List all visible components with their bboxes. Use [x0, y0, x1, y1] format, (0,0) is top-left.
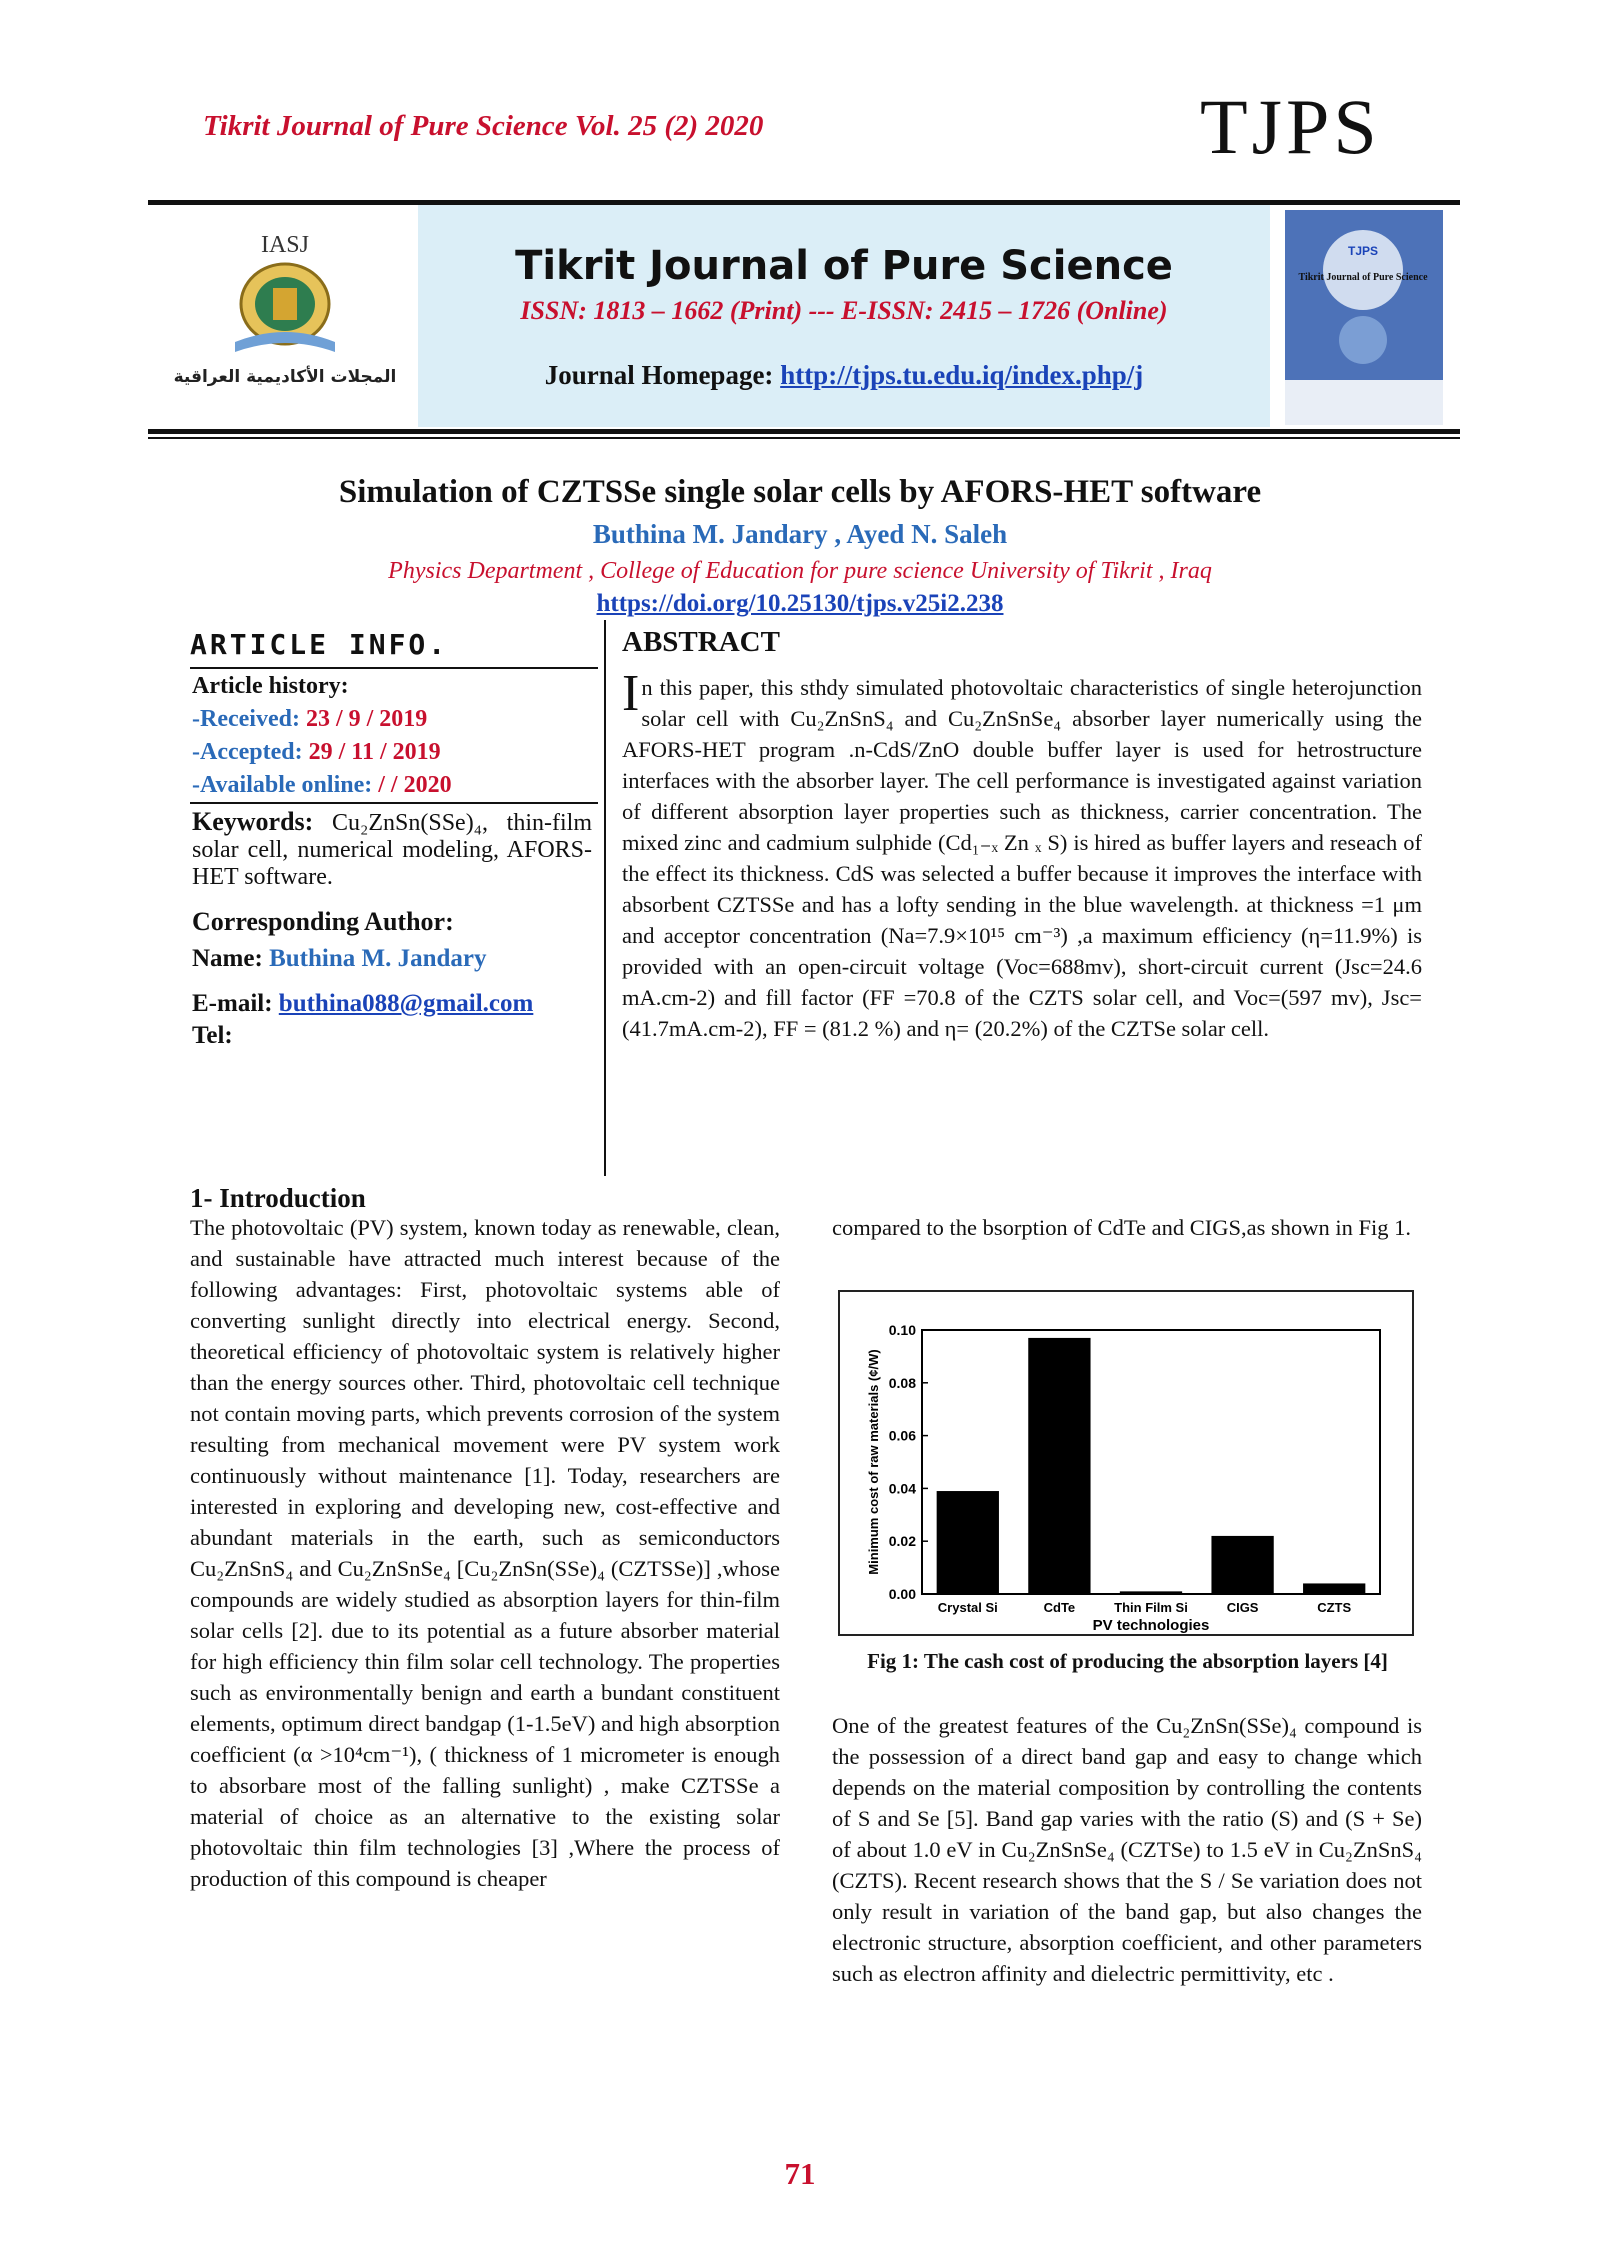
keywords-text: Cu₂ZnSn(SSe)₄, thin-film solar cell, numerical modeling, AFORS-HET software.: [192, 810, 593, 890]
available-date: / / 2020: [378, 772, 452, 798]
accepted-label: -Accepted:: [192, 739, 303, 765]
intro-right-top: compared to the bsorption of CdTe and CIGS,as shown in Fig 1.: [832, 1215, 1411, 1240]
column-divider: [604, 620, 606, 1176]
intro-right-bottom: One of the greatest features of the Cu₂ZnSn(SSe)₄ compound is the possession of a direct band gap and easy to change which depends on the material composition by controlling the contents of S and Se [5]. Band gap varies with the ratio (S) and (S + Se) of about 1.0 eV in Cu₂ZnSnSe₄ (CZTSe) to 1.5 eV in Cu₂ZnSnS₄ (CZTS). Recent research shows that the S / Se variation does not only result in variation of the band gap, but also changes the electronic structure, absorption coefficient, and other parameters such as electron affinity and dielectric permittivity, etc .: [832, 1713, 1422, 1986]
affiliation: Physics Department , College of Education for pure science University of Tikrit , Iraq: [388, 558, 1212, 584]
y-tick-label: 0.02: [888, 1533, 916, 1550]
author-name: Buthina M. Jandary: [269, 945, 487, 972]
email-line: [192, 990, 533, 1018]
available-line: [192, 772, 452, 799]
authors: Buthina M. Jandary , Ayed N. Saleh: [592, 519, 1008, 549]
iasj-logo: [165, 222, 405, 392]
info-rule-2: [190, 802, 598, 804]
x-tick-label: Thin Film Si: [1114, 1600, 1188, 1615]
received-line: [192, 706, 427, 733]
iasj-label: IASJ: [260, 232, 310, 258]
bar-thin-film-si: [1120, 1591, 1182, 1594]
abstract-heading: ABSTRACT: [622, 626, 780, 658]
page-number: 71: [784, 2156, 816, 2191]
x-tick-label: CdTe: [1043, 1600, 1076, 1615]
abstract-dropcap: I: [622, 665, 640, 722]
x-tick-label: CZTS: [1317, 1600, 1352, 1615]
cover-title: Tikrit Journal of Pure Science: [1298, 272, 1428, 283]
iasj-arabic: المجلات الأكاديمية العراقية: [173, 367, 397, 387]
author-name-line: [192, 945, 486, 973]
accepted-line: [192, 739, 441, 766]
info-rule-1: [190, 667, 598, 669]
paper-title: Simulation of CZTSSe single solar cells by AFORS-HET software: [338, 474, 1262, 510]
journal-name: Tikrit Journal of Pure Science: [515, 243, 1173, 289]
journal-homepage: [418, 360, 1270, 391]
y-tick-label: 0.04: [888, 1480, 916, 1497]
article-info-heading: ARTICLE INFO.: [190, 628, 449, 661]
y-tick-label: 0.00: [888, 1586, 916, 1602]
abstract-text: [622, 665, 1422, 1044]
email-link[interactable]: buthina088@gmail.com: [278, 990, 534, 1017]
accepted-date: 29 / 11 / 2019: [308, 739, 441, 765]
x-tick-label: CIGS: [1226, 1600, 1259, 1615]
bar-cigs: [1211, 1536, 1273, 1594]
homepage-label: Journal Homepage:: [544, 360, 781, 390]
history-label: Article history:: [192, 673, 349, 699]
y-tick-label: 0.06: [888, 1427, 916, 1444]
doi: [0, 590, 1600, 618]
issn: ISSN: 1813 – 1662 (Print) --- E-ISSN: 2415 – 1726 (Online): [520, 296, 1168, 325]
bar-crystal-si: [937, 1491, 999, 1594]
tjps-logo: TJPS: [1200, 83, 1381, 170]
figure-1: [838, 1290, 1414, 1636]
name-label: Name:: [192, 945, 263, 972]
y-tick-label: 0.08: [888, 1374, 916, 1391]
doi-link[interactable]: https://doi.org/10.25130/tjps.v25i2.238: [596, 590, 1004, 617]
x-axis-label: PV technologies: [1092, 1617, 1210, 1634]
tel-label: Tel:: [192, 1022, 233, 1049]
received-label: -Received:: [192, 706, 300, 732]
banner-bottom-rule-thin: [148, 437, 1460, 439]
received-date: 23 / 9 / 2019: [305, 706, 428, 732]
bar-cdte: [1028, 1338, 1090, 1594]
y-tick-label: 0.10: [888, 1322, 916, 1338]
cover-tag: TJPS: [1347, 244, 1379, 258]
x-tick-label: Crystal Si: [937, 1600, 998, 1615]
bar-chart: [840, 1292, 1412, 1634]
bar-czts: [1303, 1583, 1365, 1594]
available-label: -Available online:: [192, 772, 373, 798]
running-title: Tikrit Journal of Pure Science Vol. 25 (2) 2020: [203, 110, 764, 142]
intro-left-column: The photovoltaic (PV) system, known today as renewable, clean, and sustainable have attracted much interest because of the following advantages: First, photovoltaic systems able of converting sunlight directly into electrical energy. Second, theoretical efficiency of photovoltaic system is relatively higher than the energy sources other. Third, photovoltaic cell technique not contain moving parts, which prevents corrosion of the system resulting from mechanical movement were PV system work continuously without maintenance [1]. Today, researchers are interested in exploring and developing new, cost-effective and abundant materials in the earth, such as semiconductors Cu₂ZnSnS₄ and Cu₂ZnSnSe₄ [Cu₂ZnSn(SSe)₄ (CZTSSe)] ,whose compounds are widely studied as absorption layers for thin-film solar cells [2]. due to its potential as a future absorber material for high efficiency thin film solar cell technology. The properties such as environmentally benign and earth a bundant constituent elements, optimum direct bandgap (1-1.5eV) and high absorption coefficient (α >10⁴cm⁻¹), ( thickness of 1 micrometer is enough to absorbare most of the falling sunlight) , make CZTSSe a material of choice as an alternative to the existing solar photovoltaic thin film technologies [3] ,Where the process of production of this compound is cheaper: [190, 1215, 780, 1891]
email-label: E-mail:: [192, 990, 273, 1017]
y-axis-label: Minimum cost of raw materials (¢/W): [866, 1349, 881, 1575]
intro-heading: 1- Introduction: [190, 1183, 366, 1213]
journal-cover-image: [1285, 210, 1443, 425]
abstract-body: n this paper, this sthdy simulated photovoltaic characteristics of single heterojunction solar cell with Cu₂ZnSnS₄ and Cu₂ZnSnSe₄ absorber layer numerically using the AFORS-HET program .n-CdS/ZnO double buffer layer is used for hetrostructure interfaces with the absorber layer. The cell performance is investigated against variation of different absorption layer properties such as thickness, carrier concentration. The mixed zinc and cadmium sulphide (Cd₁₋ₓ Zn ₓ S) is hired as buffer layers and reseach of the effect its thickness. CdS was selected a buffer because it improves the interface with absorbent CZTSSe and has a lofty sending in the blue wavelength. at thickness =1 μm and acceptor concentration (Na=7.9×10¹⁵ cm⁻³) ,a maximum efficiency (η=11.9%) is provided with an open-circuit voltage (Voc=688mv), short-circuit current (Jsc=24.6 mA.cm-2) and fill factor (FF =70.8 of the CZTS solar cell, and Voc=(597 mv), Jsc= (41.7mA.cm-2), FF = (81.2 %) and η= (20.2%) of the CZTSe solar cell.: [622, 675, 1422, 1041]
corresponding-label: Corresponding Author:: [192, 907, 454, 936]
banner-bottom-rule: [148, 429, 1460, 434]
keywords: [192, 808, 592, 891]
figure-caption: Fig 1: The cash cost of producing the absorption layers [4]: [867, 1649, 1388, 1673]
homepage-link[interactable]: http://tjps.tu.edu.iq/index.php/j: [780, 360, 1144, 390]
keywords-label: Keywords:: [192, 807, 314, 836]
